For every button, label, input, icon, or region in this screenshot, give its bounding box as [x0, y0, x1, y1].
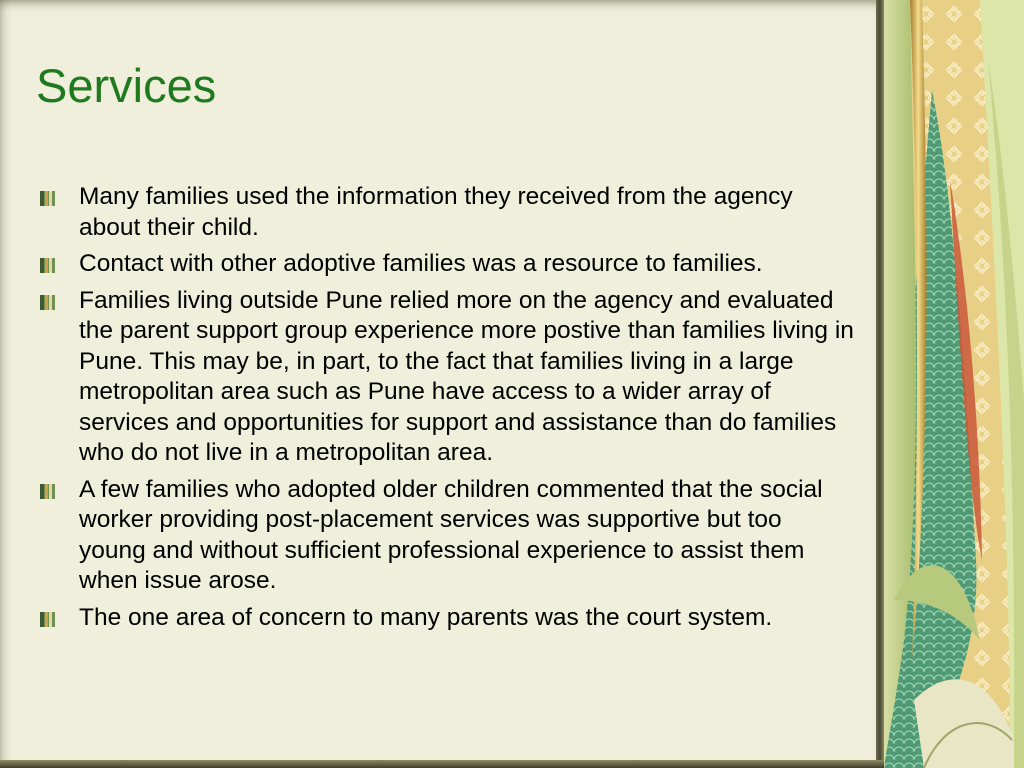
bullet-item: [40, 182, 855, 243]
bullet-item: [40, 249, 855, 280]
bullet-item: [40, 475, 855, 597]
striped-square-bullet-icon: [40, 191, 55, 206]
bullet-text: Families living outside Pune relied more on the agency and evaluated the parent support group experience more postive than families living in Pune. This may be, in part, to the fact that families living in a large metropolitan area such as Pune have access to a wider array of services and opportunities for support and assistance than do families who do not live in a metropolitan area.: [79, 286, 854, 466]
bullet-item: [40, 286, 855, 469]
bullet-item: [40, 603, 855, 634]
striped-square-bullet-icon: [40, 484, 55, 499]
slide-title: Services: [36, 59, 217, 112]
decorative-floral-border: [884, 0, 1024, 768]
bullet-text: Contact with other adoptive families was a resource to families.: [79, 250, 763, 277]
bullet-list: [40, 182, 855, 639]
striped-square-bullet-icon: [40, 295, 55, 310]
striped-square-bullet-icon: [40, 612, 55, 627]
striped-square-bullet-icon: [40, 258, 55, 273]
frame-divider: [876, 0, 884, 768]
bullet-text: A few families who adopted older children commented that the social worker providing post-placement services was supportive but too young and without sufficient professional experience to assist them when issue arose.: [79, 475, 823, 594]
frame-bottom-edge: [0, 760, 884, 768]
bullet-text: Many families used the information they received from the agency about their child.: [79, 183, 793, 241]
bullet-text: The one area of concern to many parents was the court system.: [79, 603, 773, 631]
